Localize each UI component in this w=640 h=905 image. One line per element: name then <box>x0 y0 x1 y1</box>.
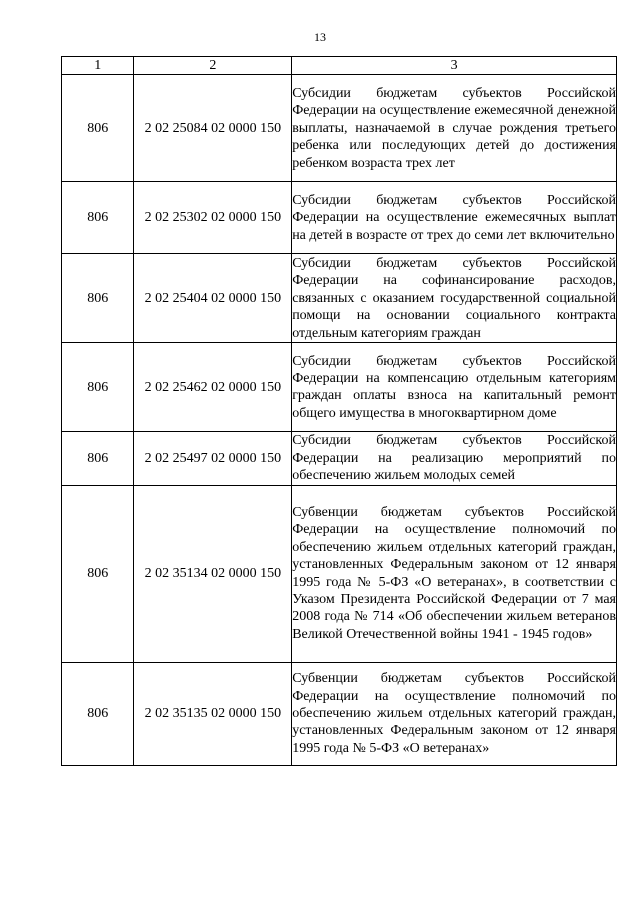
table-header-row <box>62 57 617 75</box>
description-cell: Субсидии бюджетам субъектов Российской Федерации на реализацию мероприятий по обеспечению жильем молодых семей <box>292 433 616 484</box>
table-row <box>62 432 617 485</box>
column-header-3: 3 <box>292 57 617 75</box>
table-row <box>62 343 617 432</box>
income-code-cell: 2 02 25497 02 0000 150 <box>134 432 292 485</box>
column-header-2: 2 <box>134 57 292 75</box>
income-code-cell: 2 02 25302 02 0000 150 <box>134 182 292 254</box>
description-cell: Субвенции бюджетам субъектов Российской Федерации на осуществление полномочий по обеспечению жильем отдельных категорий граждан, установленных Федеральным законом от 12 января 1995 года № 5-ФЗ «О ветеранах» <box>292 662 617 765</box>
table-row <box>62 75 617 182</box>
budget-income-table <box>61 56 617 766</box>
admin-code-cell: 806 <box>62 485 134 662</box>
income-code-cell: 2 02 35134 02 0000 150 <box>134 485 292 662</box>
table-row <box>62 485 617 662</box>
admin-code-cell: 806 <box>62 75 134 182</box>
table-row <box>62 182 617 254</box>
income-code-cell: 2 02 25084 02 0000 150 <box>134 75 292 182</box>
income-code-cell: 2 02 35135 02 0000 150 <box>134 662 292 765</box>
income-code-cell: 2 02 25404 02 0000 150 <box>134 254 292 343</box>
admin-code-cell: 806 <box>62 343 134 432</box>
column-header-1: 1 <box>62 57 134 75</box>
page-number: 13 <box>314 30 326 44</box>
admin-code-cell: 806 <box>62 254 134 343</box>
description-cell: Субсидии бюджетам субъектов Российской Федерации на компенсацию отдельным категориям граждан оплаты взноса на капитальный ремонт общего имущества в многоквартирном доме <box>292 343 617 432</box>
admin-code-cell: 806 <box>62 662 134 765</box>
income-code-cell: 2 02 25462 02 0000 150 <box>134 343 292 432</box>
table-row <box>62 254 617 343</box>
description-cell: Субсидии бюджетам субъектов Российской Федерации на осуществление ежемесячной денежной выплаты, назначаемой в случае рождения третьего ребенка или последующих детей до достижения ребенком возраста трех лет <box>292 75 617 182</box>
admin-code-cell: 806 <box>62 182 134 254</box>
admin-code-cell: 806 <box>62 432 134 485</box>
description-cell: Субсидии бюджетам субъектов Российской Федерации на софинансирование расходов, связанных с оказанием государственной социальной помощи на основании социального контракта отдельным категориям граждан <box>292 254 617 343</box>
description-cell: Субсидии бюджетам субъектов Российской Федерации на осуществление ежемесячных выплат на детей в возрасте от трех до семи лет включительно <box>292 182 617 254</box>
description-cell: Субвенции бюджетам субъектов Российской Федерации на осуществление полномочий по обеспечению жильем отдельных категорий граждан, установленных Федеральным законом от 12 января 1995 года № 5-ФЗ «О ветеранах», в соответствии с Указом Президента Российской Федерации от 7 мая 2008 года № 714 «Об обеспечении жильем ветеранов Великой Отечественной войны 1941 - 1945 годов» <box>292 485 617 662</box>
table-row <box>62 662 617 765</box>
